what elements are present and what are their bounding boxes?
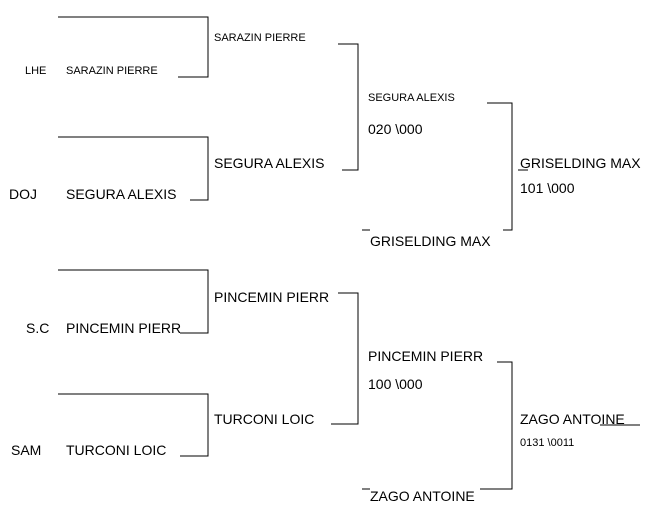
match-score: 101 \000 <box>520 180 575 196</box>
player-name: TURCONI LOIC <box>214 411 315 427</box>
match-score: 020 \000 <box>368 121 423 137</box>
player-name: SEGURA ALEXIS <box>368 92 455 104</box>
player-name: ZAGO ANTOINE <box>520 411 625 427</box>
bracket-line <box>487 103 512 230</box>
player-name: SEGURA ALEXIS <box>66 186 177 202</box>
match-score: 0131 \0011 <box>520 437 575 449</box>
bracket-line <box>331 293 358 424</box>
player-name: GRISELDING MAX <box>370 233 491 249</box>
player-name: ZAGO ANTOINE <box>370 488 475 504</box>
player-name: SARAZIN PIERRE <box>66 65 158 77</box>
club-code: S.C <box>26 320 50 336</box>
club-code: SAM <box>11 442 42 458</box>
club-code: DOJ <box>9 186 37 202</box>
bracket-line <box>338 44 358 170</box>
player-name: PINCEMIN PIERR <box>214 289 330 305</box>
player-name: GRISELDING MAX <box>520 155 641 171</box>
player-name: SARAZIN PIERRE <box>214 32 306 44</box>
player-name: TURCONI LOIC <box>66 442 167 458</box>
match-score: 100 \000 <box>368 376 423 392</box>
player-name: PINCEMIN PIERR <box>368 348 484 364</box>
player-name: SEGURA ALEXIS <box>214 155 325 171</box>
club-code: LHE <box>25 65 47 77</box>
bracket-line <box>480 362 512 489</box>
player-name: PINCEMIN PIERR <box>66 320 182 336</box>
